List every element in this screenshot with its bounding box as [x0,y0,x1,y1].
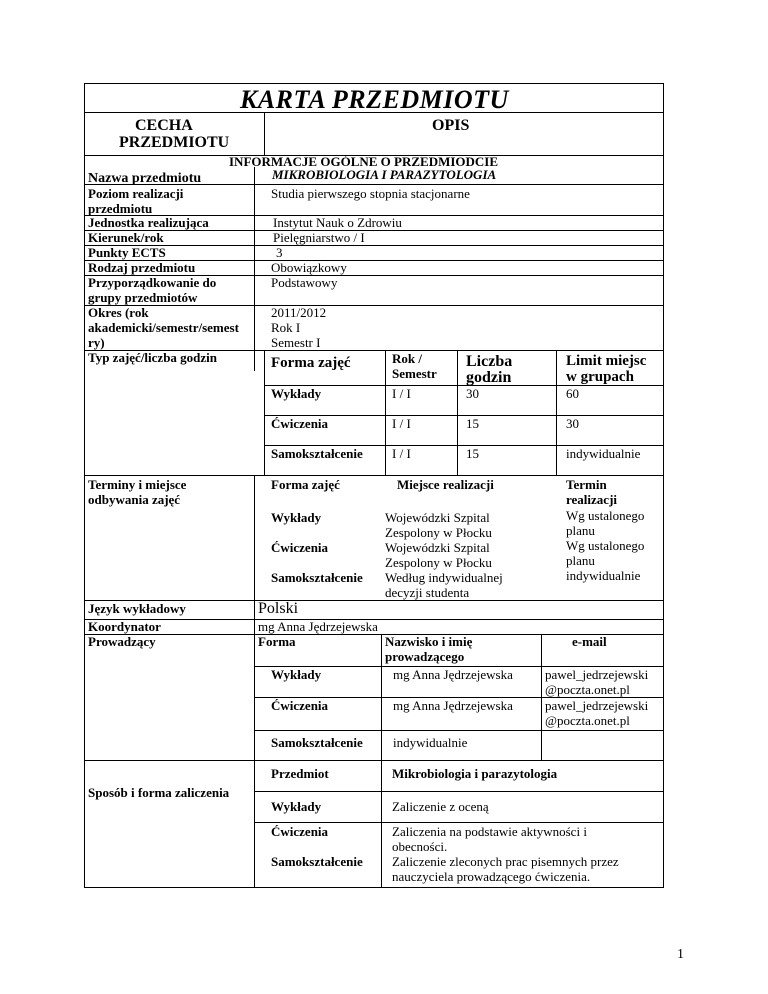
zal-rule-2 [254,822,664,823]
hours-col4 [556,350,557,475]
hours-left-border [264,350,265,475]
prow-header-nazwisko-1: Nazwisko i imię [385,634,473,649]
terminy-row-termin-1: indywidualnie [566,568,641,583]
terminy-row-termin-2: planu [566,523,595,538]
hours-row-godzin: 30 [466,386,479,401]
terminy-row-miejsce-1: Wojewódzki Szpital [385,540,490,555]
rule-prow-end [84,760,664,761]
header-divider [264,112,265,155]
terminy-label-2: odbywania zajęć [88,492,181,507]
hours-row-forma: Wykłady [271,386,322,401]
prow-row-forma: Samokształcenie [271,735,363,750]
terminy-row-forma: Samokształcenie [271,570,363,585]
hours-header-rok-2: Semestr [392,366,437,381]
rodzaj-label: Rodzaj przedmiotu [88,260,196,275]
prow-header-email: e-mail [572,634,607,649]
okres-label-1: Okres (rok [88,305,149,320]
terminy-row-forma: Ćwiczenia [271,540,329,555]
typ-label: Typ zajęć/liczba godzin [88,350,218,365]
terminy-header-termin-2: realizacji [566,492,618,507]
przyp-value: Podstawowy [271,275,338,290]
prowadzacy-label: Prowadzący [88,634,156,649]
terminy-header-forma: Forma zajęć [271,477,340,492]
terminy-header-miejsce: Miejsce realizacji [397,477,494,492]
rule-jednostka [84,230,664,231]
rule-hours-end [84,475,664,476]
zal-row-forma: Samokształcenie [271,854,363,869]
terminy-row-miejsce-2: Zespolony w Płocku [385,555,492,570]
kierunek-label: Kierunek/rok [88,230,164,245]
hours-row-rok: I / I [392,416,411,431]
hours-row-limit: 60 [566,386,579,401]
jednostka-label: Jednostka realizująca [88,215,209,230]
jednostka-value: Instytut Nauk o Zdrowiu [273,215,402,230]
hours-row-forma: Samokształcenie [271,446,363,461]
zal-row-opis-1: Zaliczenie z oceną [392,799,489,814]
hours-row-limit: 30 [566,416,579,431]
section-title: INFORMACJE OGÓLNE O PRZEDMIODCIE [229,154,499,169]
cecha-label-1: CECHA [135,117,193,134]
prow-row-email-1: pawel_jedrzejewski [545,698,649,713]
prow-rule-3 [254,730,664,731]
hours-header-liczba-2: godzin [466,369,512,386]
rule-przyp [84,305,664,306]
okres-value-1: 2011/2012 [271,305,327,320]
terminy-row-miejsce-1: Według indywidualnej [385,570,503,585]
terminy-label-1: Terminy i miejsce [88,477,187,492]
terminy-row-termin-2: planu [566,553,595,568]
poziom-value: Studia pierwszego stopnia stacjonarne [271,186,470,201]
poziom-label-1: Poziom realizacji [88,186,184,201]
terminy-row-miejsce-2: decyzji studenta [385,585,470,600]
prow-row-forma: Ćwiczenia [271,698,329,713]
poziom-label-2: przedmiotu [88,201,153,216]
hours-header-forma: Forma zajęć [271,355,351,371]
nazwa-value: MIKROBIOLOGIA I PARAZYTOLOGIA [272,167,497,182]
terminy-row-termin-1: Wg ustalonego [566,538,645,553]
zaliczenie-label: Sposób i forma zaliczenia [88,785,230,800]
hours-col2 [385,350,386,475]
hours-row-godzin: 15 [466,446,479,461]
przyp-label-1: Przyporządkowanie do [88,275,217,290]
koordynator-value: mg Anna Jędrzejewska [258,619,378,634]
hours-header-liczba-1: Liczba [466,353,513,370]
zal-row-opis-1: Zaliczenia na podstawie aktywności i [392,824,587,839]
hours-header-rok-1: Rok / [392,351,422,366]
rodzaj-value: Obowiązkowy [271,260,347,275]
koordynator-label: Koordynator [88,619,161,634]
prow-row-nazwisko: mg Anna Jędrzejewska [393,667,513,682]
zal-rule-1 [254,791,664,792]
hours-col3 [457,350,458,475]
okres-label-3: ry) [88,335,105,350]
hours-row-rok: I / I [392,446,411,461]
zal-header-value: Mikrobiologia i parazytologia [392,766,558,781]
prow-row-email-2: @poczta.onet.pl [545,713,630,728]
prow-row-forma: Wykłady [271,667,322,682]
terminy-row-forma: Wykłady [271,510,322,525]
zal-row-forma: Wykłady [271,799,322,814]
terminy-row-miejsce-1: Wojewódzki Szpital [385,510,490,525]
zal-col2 [381,760,382,888]
jezyk-value: Polski [258,600,299,617]
przyp-label-2: grupy przedmiotów [88,290,198,305]
okres-value-2: Rok I [271,320,301,335]
hours-header-limit-2: w grupach [566,369,634,385]
terminy-row-termin-1: Wg ustalonego [566,508,645,523]
page-number: 1 [677,947,684,962]
terminy-header-termin-1: Termin [566,477,607,492]
cecha-label-2: PRZEDMIOTU [119,134,230,151]
jezyk-label: Język wykładowy [88,601,186,616]
hours-row-rok: I / I [392,386,411,401]
page-title: KARTA PRZEDMIOTU [240,85,509,114]
prow-header-forma: Forma [258,634,296,649]
label-divider-top [254,167,255,371]
zal-row-opis-2: obecności. [392,839,448,854]
rule-nazwa [84,184,664,185]
hours-row-limit: indywidualnie [566,446,641,461]
zal-row-opis-1: Zaliczenie zleconych prac pisemnych przez [392,854,619,869]
prow-row-email-1: pawel_jedrzejewski [545,667,649,682]
zal-header-przedmiot: Przedmiot [271,766,329,781]
prow-row-email-2: @poczta.onet.pl [545,682,630,697]
hours-header-limit-1: Limit miejsc [566,353,647,369]
zal-row-forma: Ćwiczenia [271,824,329,839]
prow-row-nazwisko: indywidualnie [393,735,468,750]
rule-kierunek [84,245,664,246]
hours-row-godzin: 15 [466,416,479,431]
hours-rule-1 [264,385,664,386]
ects-value: 3 [276,245,283,260]
nazwa-label: Nazwa przedmiotu [88,171,202,186]
zal-row-opis-2: nauczyciela prowadzącego ćwiczenia. [392,869,591,884]
ects-label: Punkty ECTS [88,245,166,260]
okres-label-2: akademicki/semestr/semest [88,320,239,335]
opis-label: OPIS [432,117,470,134]
kierunek-value: Pielęgniarstwo / I [273,230,365,245]
okres-value-3: Semestr I [271,335,321,350]
prow-header-nazwisko-2: prowadzącego [385,649,465,664]
label-divider-bottom [254,475,255,888]
terminy-row-miejsce-2: Zespolony w Płocku [385,525,492,540]
hours-row-forma: Ćwiczenia [271,416,329,431]
prow-row-nazwisko: mg Anna Jędrzejewska [393,698,513,713]
